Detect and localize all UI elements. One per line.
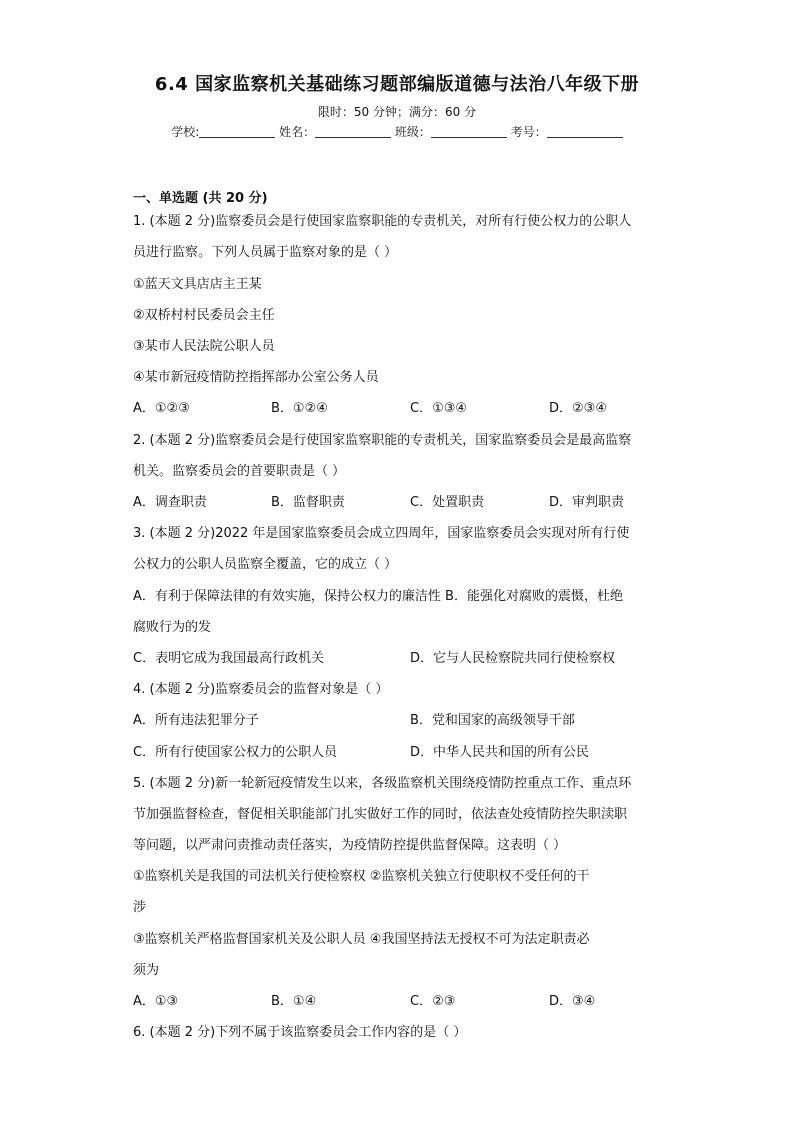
question-3-line: 公权力的公职人员监察全覆盖，它的成立（ ） — [133, 557, 398, 572]
page-title: 6.4 国家监察机关基础练习题部编版道德与法治八年级下册 — [154, 74, 640, 95]
question-3-option-c[interactable]: C．表明它成为我国最高行政机关 — [133, 651, 325, 666]
class-blank[interactable] — [431, 137, 507, 138]
question-5-item: ③监察机关严格监督国家机关及公职人员 ④我国坚持法无授权不可为法定职责必 — [133, 932, 590, 947]
question-3-line: 3. (本题 2 分)2022 年是国家监察委员会成立四周年，国家监察委员会实现对所有行使 — [133, 526, 630, 541]
question-1-line: 1. (本题 2 分)监察委员会是行使国家监察职能的专责机关，对所有行使公权力的公职人 — [133, 214, 632, 229]
question-2-line: 2. (本题 2 分)监察委员会是行使国家监察职能的专责机关，国家监察委员会是最高监察 — [133, 433, 632, 448]
question-6-line: 6. (本题 2 分)下列不属于该监察委员会工作内容的是（ ） — [133, 1025, 467, 1040]
question-5-line: 节加强监督检查，督促相关职能部门扎实做好工作的同时，依法查处疫情防控失职渎职 — [133, 807, 628, 822]
question-2-option-c[interactable]: C．处置职责 — [410, 495, 485, 510]
student-info-line — [0, 123, 794, 140]
question-1-line: 员进行监察。下列人员属于监察对象的是（ ） — [133, 245, 398, 260]
name-blank[interactable] — [315, 137, 391, 138]
question-5-item: ①监察机关是我国的司法机关行使检察权 ②监察机关独立行使职权不受任何的干 — [133, 869, 590, 884]
question-5-option-a[interactable]: A．①③ — [133, 994, 179, 1009]
question-1-item: ③某市人民法院公职人员 — [133, 339, 275, 354]
question-2-option-d[interactable]: D．审判职责 — [549, 495, 625, 510]
question-1-option-b[interactable]: B．①②④ — [271, 401, 328, 416]
question-4-option-b[interactable]: B．党和国家的高级领导干部 — [410, 713, 575, 728]
question-4-option-a[interactable]: A．所有违法犯罪分子 — [133, 713, 259, 728]
question-1-item: ④某市新冠疫情防控指挥部办公室公务人员 — [133, 370, 379, 385]
question-4-line: 4. (本题 2 分)监察委员会的监督对象是（ ） — [133, 682, 389, 697]
question-5-line: 等问题，以严肃问责推动责任落实，为疫情防控提供监督保障。这表明（ ） — [133, 838, 567, 853]
question-1-option-a[interactable]: A．①②③ — [133, 401, 190, 416]
question-3-option-ab[interactable]: A．有利于保障法律的有效实施，保持公权力的廉洁性 B．能强化对腐败的震慑，杜绝 — [133, 589, 623, 604]
exam-number-blank[interactable] — [547, 137, 623, 138]
question-1-option-c[interactable]: C．①③④ — [410, 401, 468, 416]
question-1-item: ②双桥村村民委员会主任 — [133, 308, 275, 323]
question-5-option-c[interactable]: C．②③ — [410, 994, 456, 1009]
question-2-option-a[interactable]: A．调查职责 — [133, 495, 207, 510]
question-2-line: 机关。监察委员会的首要职责是（ ） — [133, 464, 346, 479]
exam-number-label: 考号： — [510, 125, 547, 139]
class-label: 班级： — [394, 125, 431, 139]
question-5-line: 5. (本题 2 分)新一轮新冠疫情发生以来，各级监察机关围绕疫情防控重点工作、重点环 — [133, 776, 632, 791]
school-label: 学校: — [171, 125, 200, 139]
time-limit-subtitle: 限时：50 分钟；满分：60 分 — [317, 105, 477, 119]
question-2-option-b[interactable]: B．监督职责 — [271, 495, 345, 510]
name-label: 姓名： — [279, 125, 316, 139]
question-1-option-d[interactable]: D．②③④ — [549, 401, 607, 416]
question-5-item: 须为 — [133, 963, 160, 978]
question-3-option-d[interactable]: D．它与人民检察院共同行使检察权 — [410, 651, 616, 666]
question-4-option-d[interactable]: D．中华人民共和国的所有公民 — [410, 745, 590, 760]
school-blank[interactable] — [199, 137, 275, 138]
question-3-option-b-cont[interactable]: 腐败行为的发 — [133, 620, 212, 635]
question-4-option-c[interactable]: C．所有行使国家公权力的公职人员 — [133, 745, 338, 760]
question-5-option-b[interactable]: B．①④ — [271, 994, 317, 1009]
question-1-item: ①蓝天文具店店主王某 — [133, 277, 262, 292]
question-5-item: 涉 — [133, 900, 147, 915]
section-title: 一、单选题 (共 20 分) — [133, 191, 268, 206]
question-5-option-d[interactable]: D．③④ — [549, 994, 596, 1009]
